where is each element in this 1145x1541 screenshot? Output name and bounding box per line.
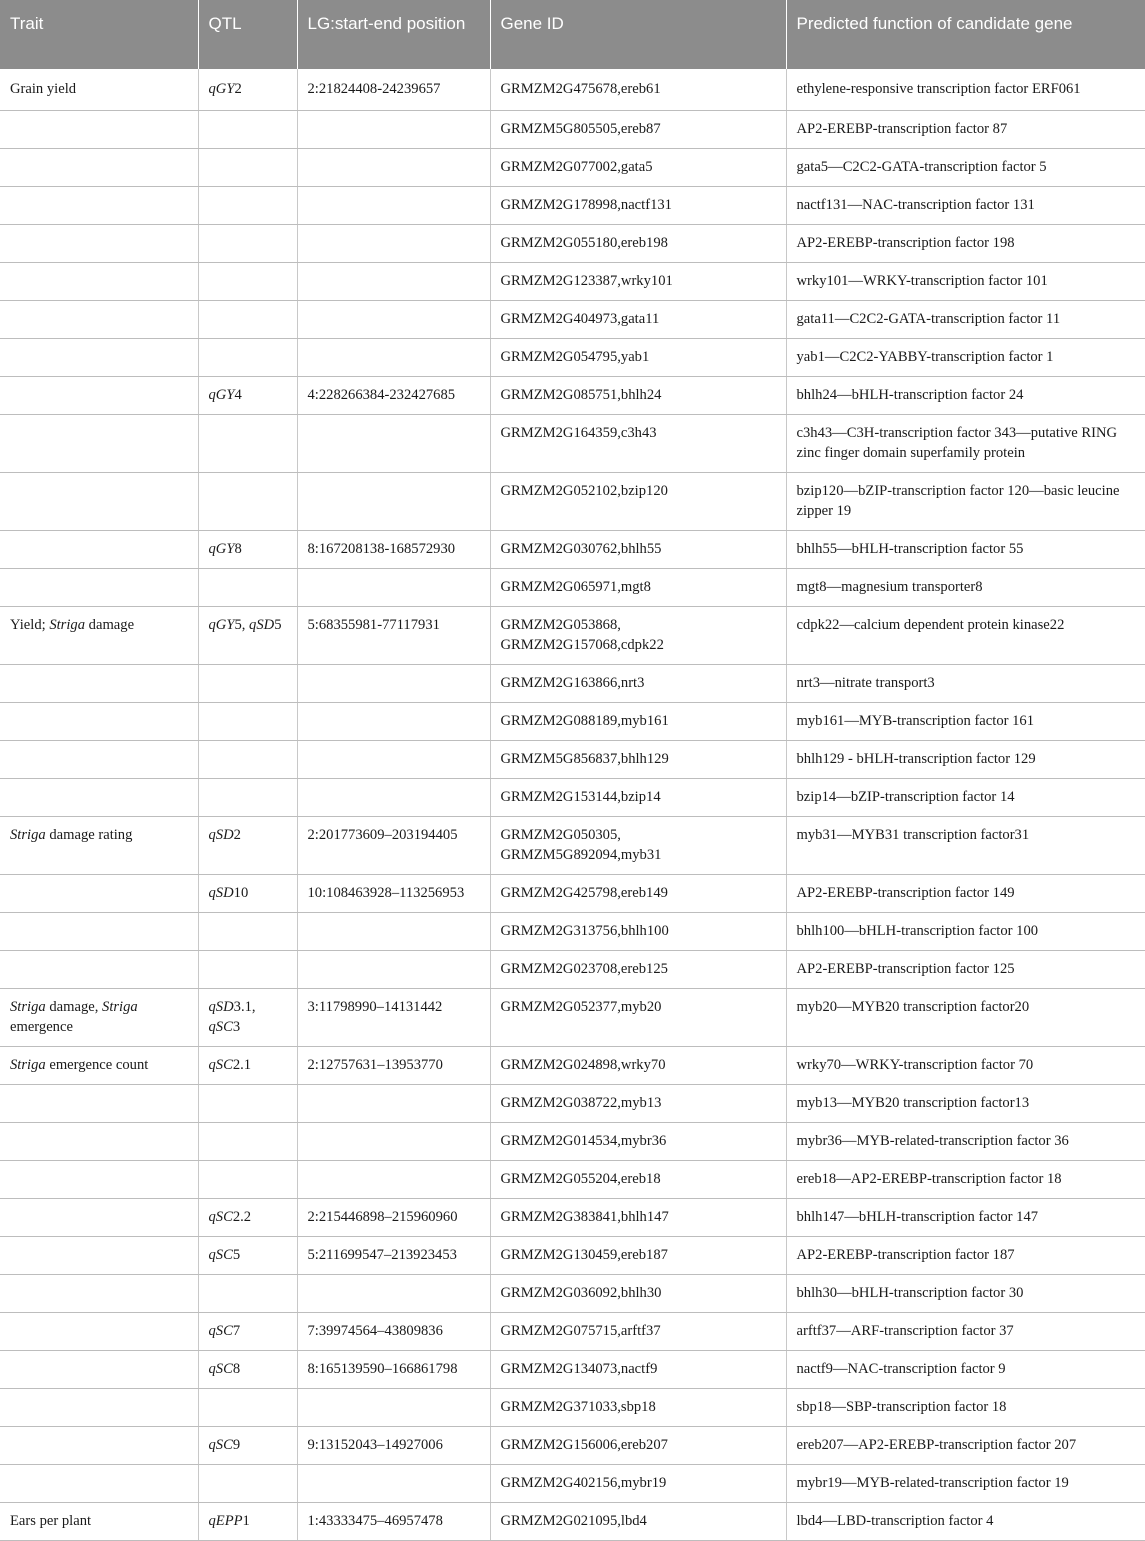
function-cell: bzip120—bZIP-transcription factor 120—basic leucine zipper 19 bbox=[786, 473, 1145, 531]
header-gene-id: Gene ID bbox=[490, 0, 786, 69]
qtl-cell bbox=[198, 301, 297, 339]
gene-id-cell: GRMZM2G075715,arftf37 bbox=[490, 1313, 786, 1351]
position-cell: 9:13152043–14927006 bbox=[297, 1427, 490, 1465]
gene-id-cell: GRMZM5G805505,ereb87 bbox=[490, 111, 786, 149]
table-row bbox=[0, 1503, 1145, 1541]
position-cell: 2:215446898–215960960 bbox=[297, 1199, 490, 1237]
function-cell: mybr36—MYB-related-transcription factor 36 bbox=[786, 1123, 1145, 1161]
position-cell bbox=[297, 951, 490, 989]
qtl-cell bbox=[198, 415, 297, 473]
gene-id-cell: GRMZM2G313756,bhlh100 bbox=[490, 913, 786, 951]
table-row bbox=[0, 1427, 1145, 1465]
table-row bbox=[0, 703, 1145, 741]
gene-id-cell: GRMZM2G024898,wrky70 bbox=[490, 1047, 786, 1085]
qtl-cell: qGY4 bbox=[198, 377, 297, 415]
table-row bbox=[0, 1389, 1145, 1427]
position-cell bbox=[297, 111, 490, 149]
table-row bbox=[0, 1237, 1145, 1275]
gene-id-cell: GRMZM2G163866,nrt3 bbox=[490, 665, 786, 703]
function-cell: bhlh147—bHLH-transcription factor 147 bbox=[786, 1199, 1145, 1237]
function-cell: bhlh129 - bHLH-transcription factor 129 bbox=[786, 741, 1145, 779]
header-trait: Trait bbox=[0, 0, 198, 69]
trait-cell: Striga damage rating bbox=[0, 817, 198, 875]
function-cell: bhlh55—bHLH-transcription factor 55 bbox=[786, 531, 1145, 569]
table-row bbox=[0, 1123, 1145, 1161]
trait-cell bbox=[0, 339, 198, 377]
function-cell: mgt8—magnesium transporter8 bbox=[786, 569, 1145, 607]
function-cell: gata5—C2C2-GATA-transcription factor 5 bbox=[786, 149, 1145, 187]
position-cell: 1:43333475–46957478 bbox=[297, 1503, 490, 1541]
position-cell: 4:228266384-232427685 bbox=[297, 377, 490, 415]
qtl-cell: qSD3.1, qSC3 bbox=[198, 989, 297, 1047]
trait-cell bbox=[0, 111, 198, 149]
function-cell: myb20—MYB20 transcription factor20 bbox=[786, 989, 1145, 1047]
table-row bbox=[0, 111, 1145, 149]
qtl-cell bbox=[198, 1161, 297, 1199]
qtl-cell bbox=[198, 1085, 297, 1123]
qtl-cell: qGY8 bbox=[198, 531, 297, 569]
qtl-cell bbox=[198, 1389, 297, 1427]
trait-cell bbox=[0, 779, 198, 817]
gene-id-cell: GRMZM2G038722,myb13 bbox=[490, 1085, 786, 1123]
trait-cell bbox=[0, 951, 198, 989]
position-cell bbox=[297, 1161, 490, 1199]
qtl-cell bbox=[198, 913, 297, 951]
table-row bbox=[0, 741, 1145, 779]
function-cell: AP2-EREBP-transcription factor 125 bbox=[786, 951, 1145, 989]
qtl-cell: qSC9 bbox=[198, 1427, 297, 1465]
table-row bbox=[0, 225, 1145, 263]
position-cell bbox=[297, 913, 490, 951]
table-row bbox=[0, 875, 1145, 913]
gene-id-cell: GRMZM2G383841,bhlh147 bbox=[490, 1199, 786, 1237]
table-row bbox=[0, 779, 1145, 817]
qtl-cell bbox=[198, 779, 297, 817]
gene-id-cell: GRMZM5G856837,bhlh129 bbox=[490, 741, 786, 779]
function-cell: myb31—MYB31 transcription factor31 bbox=[786, 817, 1145, 875]
qtl-cell: qSC2.1 bbox=[198, 1047, 297, 1085]
table-row bbox=[0, 913, 1145, 951]
gene-id-cell: GRMZM2G052102,bzip120 bbox=[490, 473, 786, 531]
table-row bbox=[0, 951, 1145, 989]
header-position: LG:start-end position bbox=[297, 0, 490, 69]
function-cell: AP2-EREBP-transcription factor 187 bbox=[786, 1237, 1145, 1275]
function-cell: nactf131—NAC-transcription factor 131 bbox=[786, 187, 1145, 225]
table-row bbox=[0, 989, 1145, 1047]
gene-id-cell: GRMZM2G475678,ereb61 bbox=[490, 69, 786, 111]
position-cell: 7:39974564–43809836 bbox=[297, 1313, 490, 1351]
qtl-cell: qSC7 bbox=[198, 1313, 297, 1351]
qtl-cell: qGY2 bbox=[198, 69, 297, 111]
qtl-cell: qSC8 bbox=[198, 1351, 297, 1389]
qtl-cell bbox=[198, 1465, 297, 1503]
gene-id-cell: GRMZM2G077002,gata5 bbox=[490, 149, 786, 187]
trait-cell bbox=[0, 531, 198, 569]
gene-id-cell: GRMZM2G402156,mybr19 bbox=[490, 1465, 786, 1503]
trait-cell bbox=[0, 875, 198, 913]
table-row bbox=[0, 569, 1145, 607]
qtl-cell bbox=[198, 703, 297, 741]
function-cell: mybr19—MYB-related-transcription factor 19 bbox=[786, 1465, 1145, 1503]
table-row bbox=[0, 415, 1145, 473]
header-predicted-function: Predicted function of candidate gene bbox=[796, 14, 1073, 33]
header-row bbox=[0, 0, 1145, 69]
position-cell: 8:165139590–166861798 bbox=[297, 1351, 490, 1389]
table-row bbox=[0, 1465, 1145, 1503]
gene-id-cell: GRMZM2G156006,ereb207 bbox=[490, 1427, 786, 1465]
gene-id-cell: GRMZM2G023708,ereb125 bbox=[490, 951, 786, 989]
table-row bbox=[0, 817, 1145, 875]
gene-id-cell: GRMZM2G050305, GRMZM5G892094,myb31 bbox=[490, 817, 786, 875]
table-row bbox=[0, 377, 1145, 415]
function-cell: nrt3—nitrate transport3 bbox=[786, 665, 1145, 703]
function-cell: arftf37—ARF-transcription factor 37 bbox=[786, 1313, 1145, 1351]
table-row bbox=[0, 473, 1145, 531]
qtl-cell bbox=[198, 149, 297, 187]
qtl-cell bbox=[198, 1123, 297, 1161]
gene-id-cell: GRMZM2G371033,sbp18 bbox=[490, 1389, 786, 1427]
trait-cell bbox=[0, 1123, 198, 1161]
trait-cell bbox=[0, 415, 198, 473]
qtl-cell bbox=[198, 1275, 297, 1313]
position-cell: 3:11798990–14131442 bbox=[297, 989, 490, 1047]
position-cell: 5:211699547–213923453 bbox=[297, 1237, 490, 1275]
position-cell: 2:21824408-24239657 bbox=[297, 69, 490, 111]
trait-cell bbox=[0, 741, 198, 779]
qtl-cell: qSC2.2 bbox=[198, 1199, 297, 1237]
trait-cell bbox=[0, 1275, 198, 1313]
position-cell: 5:68355981-77117931 bbox=[297, 607, 490, 665]
function-cell: bhlh24—bHLH-transcription factor 24 bbox=[786, 377, 1145, 415]
trait-cell bbox=[0, 1465, 198, 1503]
trait-cell bbox=[0, 377, 198, 415]
function-cell: AP2-EREBP-transcription factor 149 bbox=[786, 875, 1145, 913]
function-cell: lbd4—LBD-transcription factor 4 bbox=[786, 1503, 1145, 1541]
function-cell: cdpk22—calcium dependent protein kinase22 bbox=[786, 607, 1145, 665]
gene-id-cell: GRMZM2G425798,ereb149 bbox=[490, 875, 786, 913]
gene-id-cell: GRMZM2G123387,wrky101 bbox=[490, 263, 786, 301]
position-cell bbox=[297, 779, 490, 817]
table-row bbox=[0, 665, 1145, 703]
position-cell bbox=[297, 741, 490, 779]
gene-id-cell: GRMZM2G055180,ereb198 bbox=[490, 225, 786, 263]
function-cell: AP2-EREBP-transcription factor 87 bbox=[786, 111, 1145, 149]
function-cell: myb13—MYB20 transcription factor13 bbox=[786, 1085, 1145, 1123]
function-cell: myb161—MYB-transcription factor 161 bbox=[786, 703, 1145, 741]
trait-cell bbox=[0, 1237, 198, 1275]
position-cell bbox=[297, 1465, 490, 1503]
trait-cell bbox=[0, 301, 198, 339]
trait-cell bbox=[0, 703, 198, 741]
table-row bbox=[0, 187, 1145, 225]
function-cell: ereb207—AP2-EREBP-transcription factor 207 bbox=[786, 1427, 1145, 1465]
function-cell: wrky101—WRKY-transcription factor 101 bbox=[786, 263, 1145, 301]
function-cell: c3h43—C3H-transcription factor 343—putative RING zinc finger domain superfamily protein bbox=[786, 415, 1145, 473]
position-cell bbox=[297, 263, 490, 301]
table-row bbox=[0, 531, 1145, 569]
table-row bbox=[0, 301, 1145, 339]
trait-cell: Yield; Striga damage bbox=[0, 607, 198, 665]
qtl-cell bbox=[198, 225, 297, 263]
position-cell bbox=[297, 473, 490, 531]
gene-id-cell: GRMZM2G178998,nactf131 bbox=[490, 187, 786, 225]
position-cell bbox=[297, 1275, 490, 1313]
position-cell bbox=[297, 149, 490, 187]
table-row bbox=[0, 1275, 1145, 1313]
trait-cell bbox=[0, 1085, 198, 1123]
function-cell: ereb18—AP2-EREBP-transcription factor 18 bbox=[786, 1161, 1145, 1199]
trait-cell bbox=[0, 187, 198, 225]
gene-id-cell: GRMZM2G036092,bhlh30 bbox=[490, 1275, 786, 1313]
gene-id-cell: GRMZM2G054795,yab1 bbox=[490, 339, 786, 377]
trait-cell bbox=[0, 1427, 198, 1465]
trait-cell bbox=[0, 913, 198, 951]
qtl-cell bbox=[198, 473, 297, 531]
trait-cell: Striga emergence count bbox=[0, 1047, 198, 1085]
position-cell bbox=[297, 301, 490, 339]
position-cell bbox=[297, 703, 490, 741]
gene-id-cell: GRMZM2G088189,myb161 bbox=[490, 703, 786, 741]
qtl-cell bbox=[198, 111, 297, 149]
table-row bbox=[0, 1351, 1145, 1389]
gene-id-cell: GRMZM2G085751,bhlh24 bbox=[490, 377, 786, 415]
function-cell: yab1—C2C2-YABBY-transcription factor 1 bbox=[786, 339, 1145, 377]
gene-id-cell: GRMZM2G014534,mybr36 bbox=[490, 1123, 786, 1161]
table-row bbox=[0, 1047, 1145, 1085]
table-row bbox=[0, 69, 1145, 111]
position-cell: 2:12757631–13953770 bbox=[297, 1047, 490, 1085]
qtl-cell: qSD2 bbox=[198, 817, 297, 875]
function-cell: gata11—C2C2-GATA-transcription factor 11 bbox=[786, 301, 1145, 339]
qtl-cell bbox=[198, 339, 297, 377]
table-row bbox=[0, 149, 1145, 187]
position-cell bbox=[297, 665, 490, 703]
trait-cell bbox=[0, 149, 198, 187]
trait-cell bbox=[0, 225, 198, 263]
gene-id-cell: GRMZM2G021095,lbd4 bbox=[490, 1503, 786, 1541]
position-cell bbox=[297, 187, 490, 225]
gene-id-cell: GRMZM2G153144,bzip14 bbox=[490, 779, 786, 817]
gene-id-cell: GRMZM2G052377,myb20 bbox=[490, 989, 786, 1047]
position-cell: 8:167208138-168572930 bbox=[297, 531, 490, 569]
gene-id-cell: GRMZM2G130459,ereb187 bbox=[490, 1237, 786, 1275]
gene-id-cell: GRMZM2G065971,mgt8 bbox=[490, 569, 786, 607]
table-row bbox=[0, 1199, 1145, 1237]
qtl-cell bbox=[198, 569, 297, 607]
trait-cell bbox=[0, 1313, 198, 1351]
position-cell: 10:108463928–113256953 bbox=[297, 875, 490, 913]
position-cell bbox=[297, 415, 490, 473]
position-cell bbox=[297, 1389, 490, 1427]
gene-id-cell: GRMZM2G055204,ereb18 bbox=[490, 1161, 786, 1199]
trait-cell bbox=[0, 1389, 198, 1427]
position-cell bbox=[297, 339, 490, 377]
qtl-cell: qSC5 bbox=[198, 1237, 297, 1275]
function-cell: nactf9—NAC-transcription factor 9 bbox=[786, 1351, 1145, 1389]
function-cell: sbp18—SBP-transcription factor 18 bbox=[786, 1389, 1145, 1427]
function-cell: bzip14—bZIP-transcription factor 14 bbox=[786, 779, 1145, 817]
table-row bbox=[0, 1313, 1145, 1351]
table-row bbox=[0, 263, 1145, 301]
table-row bbox=[0, 1161, 1145, 1199]
trait-cell bbox=[0, 569, 198, 607]
trait-cell: Grain yield bbox=[0, 69, 198, 111]
qtl-cell bbox=[198, 665, 297, 703]
function-cell: bhlh100—bHLH-transcription factor 100 bbox=[786, 913, 1145, 951]
trait-cell bbox=[0, 1199, 198, 1237]
gene-id-cell: GRMZM2G404973,gata11 bbox=[490, 301, 786, 339]
qtl-cell: qSD10 bbox=[198, 875, 297, 913]
trait-cell bbox=[0, 473, 198, 531]
qtl-cell: qGY5, qSD5 bbox=[198, 607, 297, 665]
trait-cell bbox=[0, 665, 198, 703]
function-cell: ethylene-responsive transcription factor ERF061 bbox=[786, 69, 1145, 111]
qtl-cell: qEPP1 bbox=[198, 1503, 297, 1541]
position-cell bbox=[297, 1085, 490, 1123]
table-row bbox=[0, 1085, 1145, 1123]
position-cell: 2:201773609–203194405 bbox=[297, 817, 490, 875]
qtl-cell bbox=[198, 951, 297, 989]
position-cell bbox=[297, 1123, 490, 1161]
trait-cell bbox=[0, 1351, 198, 1389]
gene-id-cell: GRMZM2G030762,bhlh55 bbox=[490, 531, 786, 569]
gene-id-cell: GRMZM2G053868, GRMZM2G157068,cdpk22 bbox=[490, 607, 786, 665]
header-qtl: QTL bbox=[198, 0, 297, 69]
table-body bbox=[0, 69, 1145, 1541]
trait-cell bbox=[0, 1161, 198, 1199]
table-row bbox=[0, 607, 1145, 665]
gene-id-cell: GRMZM2G134073,nactf9 bbox=[490, 1351, 786, 1389]
trait-cell: Ears per plant bbox=[0, 1503, 198, 1541]
gene-id-cell: GRMZM2G164359,c3h43 bbox=[490, 415, 786, 473]
position-cell bbox=[297, 225, 490, 263]
qtl-cell bbox=[198, 187, 297, 225]
position-cell bbox=[297, 569, 490, 607]
function-cell: AP2-EREBP-transcription factor 198 bbox=[786, 225, 1145, 263]
qtl-cell bbox=[198, 263, 297, 301]
qtl-cell bbox=[198, 741, 297, 779]
function-cell: wrky70—WRKY-transcription factor 70 bbox=[786, 1047, 1145, 1085]
table-row bbox=[0, 339, 1145, 377]
trait-cell bbox=[0, 263, 198, 301]
function-cell: bhlh30—bHLH-transcription factor 30 bbox=[786, 1275, 1145, 1313]
trait-cell: Striga damage, Striga emergence bbox=[0, 989, 198, 1047]
